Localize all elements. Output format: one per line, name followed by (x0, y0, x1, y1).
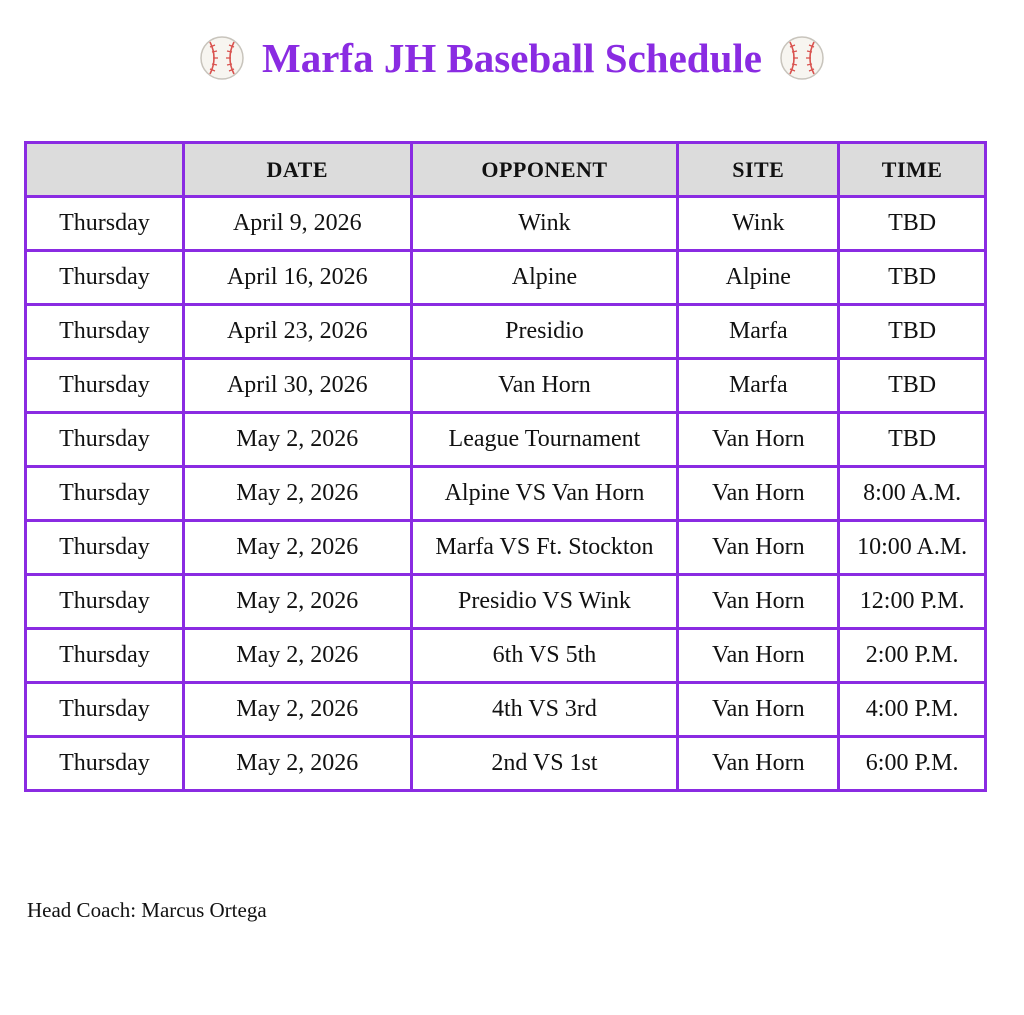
cell-time: 12:00 P.M. (839, 575, 986, 629)
header-opponent: OPPONENT (411, 143, 678, 197)
cell-time: TBD (839, 251, 986, 305)
cell-day: Thursday (26, 683, 184, 737)
page-header (0, 30, 1024, 86)
header-date: DATE (183, 143, 411, 197)
cell-opponent: Marfa VS Ft. Stockton (411, 521, 678, 575)
cell-date: May 2, 2026 (183, 413, 411, 467)
header-time: TIME (839, 143, 986, 197)
table-row (26, 629, 986, 683)
cell-opponent: Presidio (411, 305, 678, 359)
cell-date: May 2, 2026 (183, 737, 411, 791)
cell-site: Van Horn (678, 737, 839, 791)
cell-time: 4:00 P.M. (839, 683, 986, 737)
cell-time: 10:00 A.M. (839, 521, 986, 575)
table-row (26, 251, 986, 305)
baseball-icon (778, 34, 826, 82)
head-coach-text: Head Coach: Marcus Ortega (27, 898, 267, 922)
cell-date: April 23, 2026 (183, 305, 411, 359)
cell-time: 6:00 P.M. (839, 737, 986, 791)
cell-site: Van Horn (678, 467, 839, 521)
cell-site: Marfa (678, 359, 839, 413)
cell-day: Thursday (26, 467, 184, 521)
cell-date: May 2, 2026 (183, 575, 411, 629)
table-row (26, 467, 986, 521)
page-title: Marfa JH Baseball Schedule (262, 35, 762, 81)
cell-date: May 2, 2026 (183, 629, 411, 683)
cell-opponent: Presidio VS Wink (411, 575, 678, 629)
table-row (26, 575, 986, 629)
header-site: SITE (678, 143, 839, 197)
cell-site: Alpine (678, 251, 839, 305)
table-header-row (26, 143, 986, 197)
table-row (26, 359, 986, 413)
cell-opponent: Alpine VS Van Horn (411, 467, 678, 521)
cell-day: Thursday (26, 737, 184, 791)
cell-day: Thursday (26, 629, 184, 683)
table-row (26, 521, 986, 575)
cell-day: Thursday (26, 413, 184, 467)
cell-opponent: Van Horn (411, 359, 678, 413)
cell-day: Thursday (26, 359, 184, 413)
cell-time: 8:00 A.M. (839, 467, 986, 521)
table-row (26, 737, 986, 791)
cell-day: Thursday (26, 197, 184, 251)
cell-time: TBD (839, 413, 986, 467)
table-row (26, 683, 986, 737)
cell-site: Van Horn (678, 413, 839, 467)
cell-date: April 9, 2026 (183, 197, 411, 251)
cell-site: Van Horn (678, 521, 839, 575)
cell-opponent: Alpine (411, 251, 678, 305)
baseball-icon (198, 34, 246, 82)
cell-date: April 16, 2026 (183, 251, 411, 305)
cell-site: Van Horn (678, 683, 839, 737)
cell-date: April 30, 2026 (183, 359, 411, 413)
cell-site: Wink (678, 197, 839, 251)
cell-opponent: 2nd VS 1st (411, 737, 678, 791)
cell-site: Van Horn (678, 629, 839, 683)
cell-time: 2:00 P.M. (839, 629, 986, 683)
cell-site: Van Horn (678, 575, 839, 629)
cell-day: Thursday (26, 305, 184, 359)
cell-day: Thursday (26, 575, 184, 629)
table-row (26, 197, 986, 251)
cell-day: Thursday (26, 521, 184, 575)
cell-date: May 2, 2026 (183, 521, 411, 575)
cell-opponent: 6th VS 5th (411, 629, 678, 683)
cell-opponent: Wink (411, 197, 678, 251)
header-day (26, 143, 184, 197)
cell-opponent: 4th VS 3rd (411, 683, 678, 737)
cell-time: TBD (839, 305, 986, 359)
cell-time: TBD (839, 197, 986, 251)
cell-date: May 2, 2026 (183, 467, 411, 521)
cell-day: Thursday (26, 251, 184, 305)
table-row (26, 413, 986, 467)
cell-date: May 2, 2026 (183, 683, 411, 737)
cell-site: Marfa (678, 305, 839, 359)
cell-opponent: League Tournament (411, 413, 678, 467)
schedule-table (24, 141, 987, 792)
table-row (26, 305, 986, 359)
cell-time: TBD (839, 359, 986, 413)
